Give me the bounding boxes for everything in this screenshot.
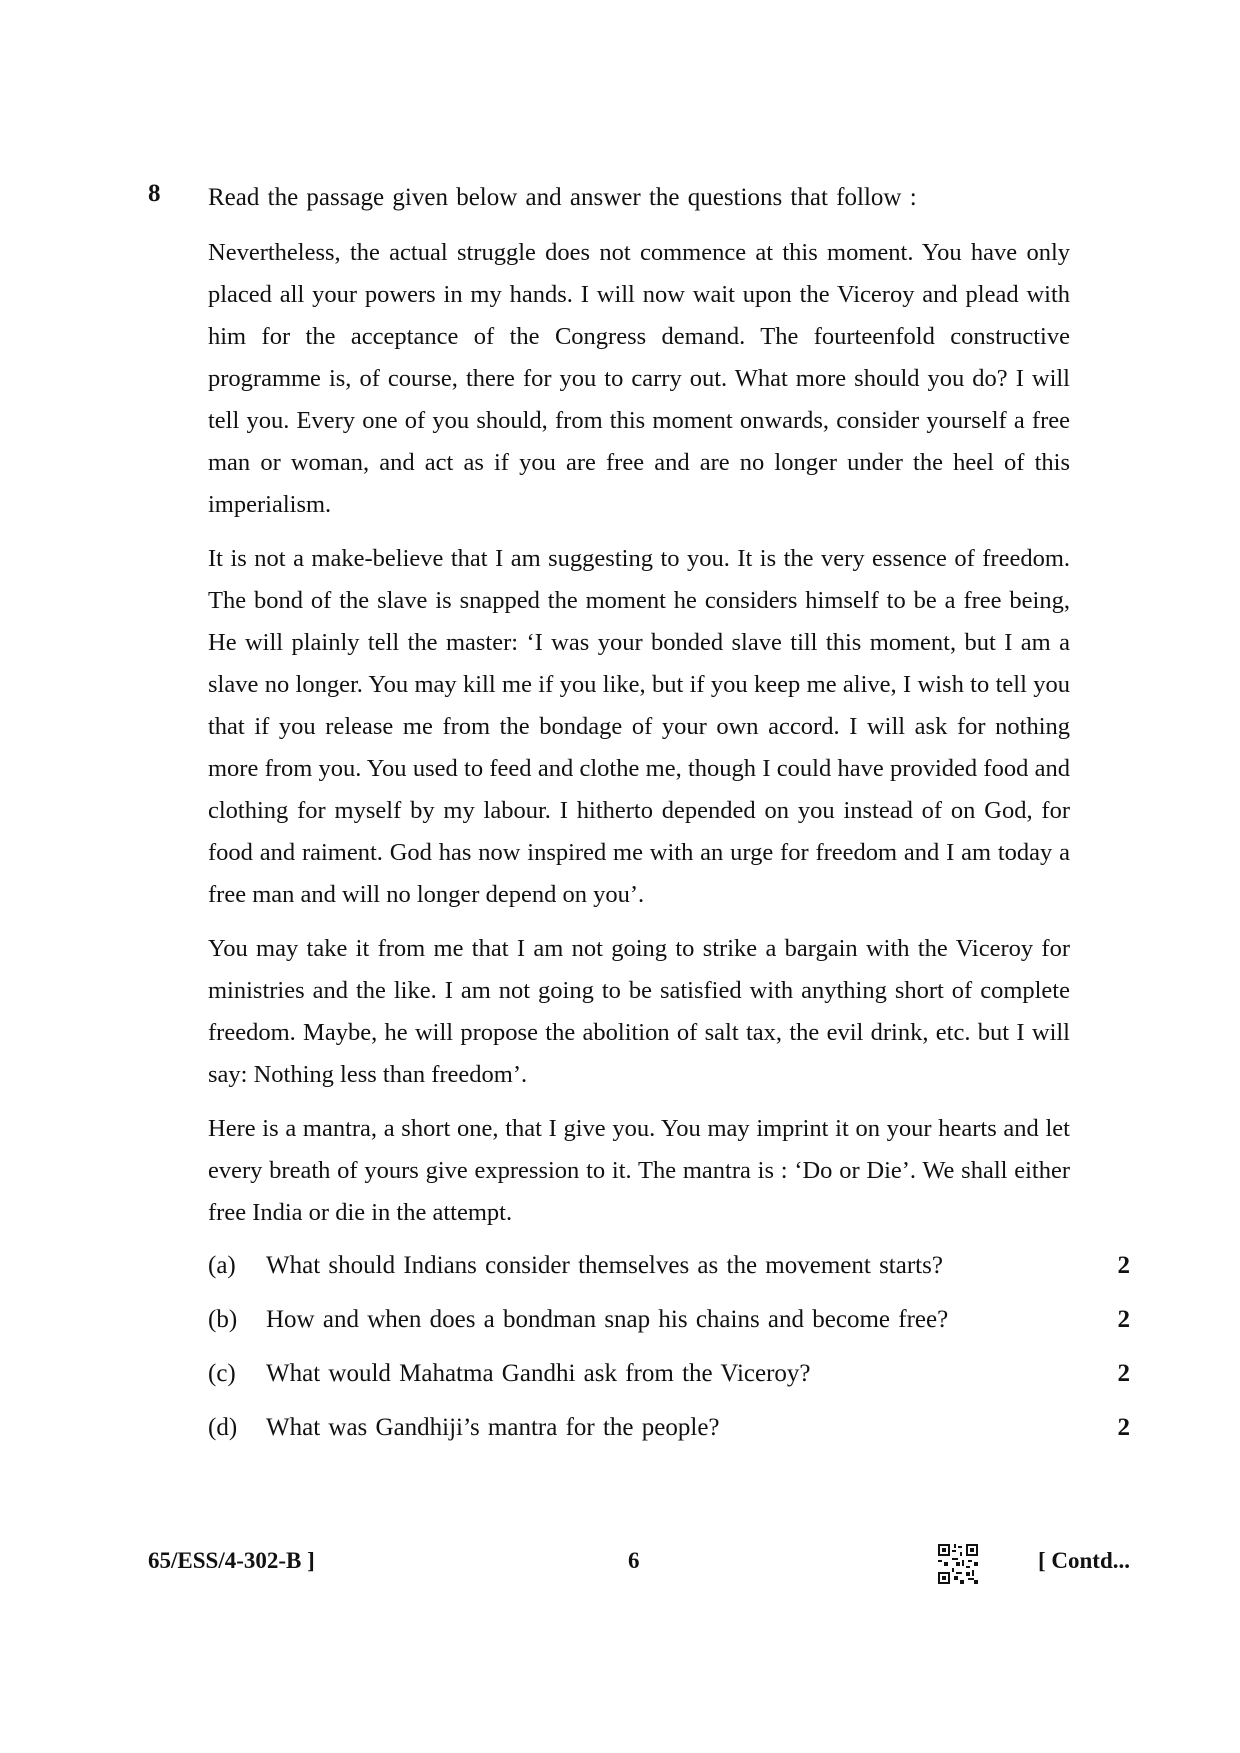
- subquestion-marks: 2: [1117, 1306, 1130, 1333]
- subquestion-label: (d): [208, 1414, 238, 1441]
- paper-code: 65/ESS/4-302-B ]: [148, 1548, 315, 1573]
- passage-paragraph: Here is a mantra, a short one, that I give you. You may imprint it on your hearts and let every breath of yours give expression to it. The mantra is : ‘Do or Die’. We shall either free India or die in the attempt.: [208, 1115, 1070, 1226]
- subquestion-marks: 2: [1117, 1252, 1130, 1279]
- question-block: [208, 180, 1130, 1468]
- subquestion-d: [208, 1414, 1130, 1468]
- qr-code-icon: [938, 1544, 978, 1584]
- subquestion-label: (b): [208, 1306, 238, 1333]
- subquestion-list: [208, 1252, 1130, 1468]
- question-number: 8: [148, 180, 161, 207]
- subquestion-text: What would Mahatma Gandhi ask from the Viceroy?: [266, 1360, 811, 1387]
- subquestion-a: [208, 1252, 1130, 1306]
- subquestion-c: [208, 1360, 1130, 1414]
- subquestion-label: (a): [208, 1252, 236, 1279]
- subquestion-text: What should Indians consider themselves as the movement starts?: [266, 1252, 943, 1279]
- subquestion-label: (c): [208, 1360, 236, 1387]
- subquestion-marks: 2: [1117, 1360, 1130, 1387]
- question-instruction: Read the passage given below and answer the questions that follow :: [208, 184, 917, 211]
- passage-paragraph: It is not a make-believe that I am suggesting to you. It is the very essence of freedom. The bond of the slave is snapped the moment he considers himself to be a free being, He will plainly tell the master: ‘I was your bonded slave till this moment, but I am a slave no longer. You may kill me if you like, but if you keep me alive, I wish to tell you that if you release me from the bondage of your own accord. I will ask for nothing more from you. You used to feed and clothe me, though I could have provided food and clothing for myself by my labour. I hitherto depended on you instead of on God, for food and raiment. God has now inspired me with an urge for freedom and I am today a free man and will no longer depend on you’.: [208, 545, 1070, 908]
- subquestion-marks: 2: [1117, 1414, 1130, 1441]
- continued-label: [ Contd...: [1037, 1548, 1130, 1573]
- passage-paragraph: Nevertheless, the actual struggle does not commence at this moment. You have only placed all your powers in my hands. I will now wait upon the Viceroy and plead with him for the acceptance of the Congress demand. The fourteenfold constructive programme is, of course, there for you to carry out. What more should you do? I will tell you. Every one of you should, from this moment onwards, consider yourself a free man or woman, and act as if you are free and are no longer under the heel of this imperialism.: [208, 239, 1070, 518]
- subquestion-b: [208, 1306, 1130, 1360]
- subquestion-text: What was Gandhiji’s mantra for the people?: [266, 1414, 720, 1441]
- passage-paragraph: You may take it from me that I am not going to strike a bargain with the Viceroy for ministries and the like. I am not going to be satisfied with anything short of complete freedom. Maybe, he will propose the abolition of salt tax, the evil drink, etc. but I will say: Nothing less than freedom’.: [208, 935, 1070, 1088]
- passage: [208, 232, 1070, 1234]
- page-footer: [148, 1544, 1130, 1584]
- page-number: 6: [628, 1548, 640, 1573]
- subquestion-text: How and when does a bondman snap his chains and become free?: [266, 1306, 949, 1333]
